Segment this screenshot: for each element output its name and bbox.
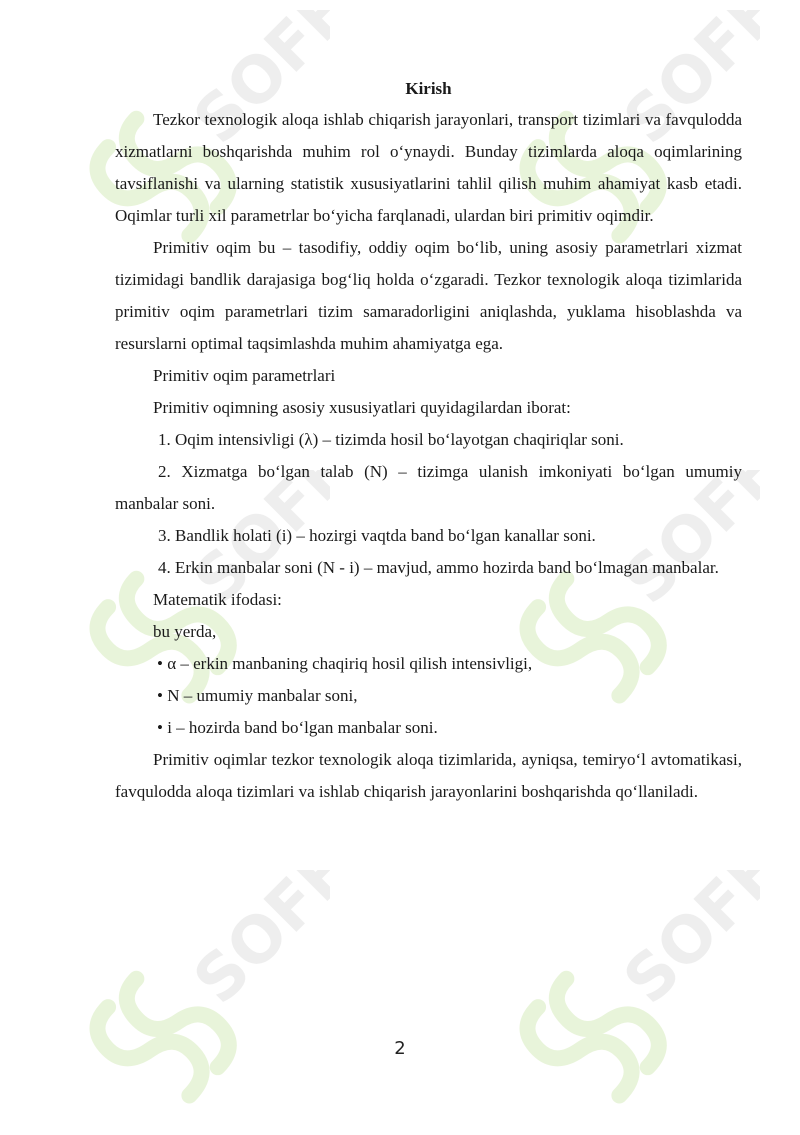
definition-paragraph: Primitiv oqim bu – tasodifiy, oddiy oqim bo‘lib, uning asosiy parametrlari xizmat tizimidagi bandlik darajasiga bog‘liq holda o‘zgaradi. Tezkor texnologik aloqa tizimlarida primitiv oqim parametrlari tizim samaradorligini aniqlashda, yuklama hisoblashda va resurslarni optimal taqsimlashda muhim ahamiyatga ega. [115,238,742,353]
list-item: 1. Oqim intensivligi (λ) – tizimda hosil bo‘layotgan chaqiriqlar soni. [158,430,624,449]
document-page [115,74,742,808]
bullet-item: • N – umumiy manbalar soni, [157,686,358,705]
where-label: bu yerda, [153,622,217,641]
section-heading: Primitiv oqim parametrlari [153,366,336,385]
intro-paragraph: Tezkor texnologik aloqa ishlab chiqarish jarayonlari, transport tizimlari va favqulodda xizmatlarni boshqarishda muhim rol o‘ynaydi. Bunday tizimlarda aloqa oqimlarining tavsiflanishi va ularning statistik xususiyatlarini tahlil qilish muhim ahamiyat kasb etadi. Oqimlar turli xil parametrlar bo‘yicha farqlanadi, ulardan biri primitiv oqimdir. [115,110,742,225]
page-number: 2 [394,1038,406,1059]
list-intro: Primitiv oqimning asosiy xususiyatlari quyidagilardan iborat: [153,398,571,417]
list-item: 4. Erkin manbalar soni (N - i) – mavjud, ammo hozirda band bo‘lmagan manbalar. [158,558,719,577]
bullet-item: • i – hozirda band bo‘lgan manbalar soni. [157,718,438,737]
formula-label: Matematik ifodasi: [153,590,282,609]
conclusion-paragraph: Primitiv oqimlar tezkor texnologik aloqa tizimlarida, ayniqsa, temiryo‘l avtomatikasi, favqulodda aloqa tizimlari va ishlab chiqarish jarayonlarini boshqarishda qo‘llaniladi. [115,750,742,801]
bullet-item: • α – erkin manbaning chaqiriq hosil qilish intensivligi, [157,654,533,673]
watermark-logo [500,870,760,1130]
document-title: Kirish [405,79,452,98]
list-item: 3. Bandlik holati (i) – hozirgi vaqtda band bo‘lgan kanallar soni. [158,526,596,545]
list-item: 2. Xizmatga bo‘lgan talab (N) – tizimga ulanish imkoniyati bo‘lgan umumiy manbalar soni. [115,462,742,513]
watermark-logo [70,870,330,1130]
